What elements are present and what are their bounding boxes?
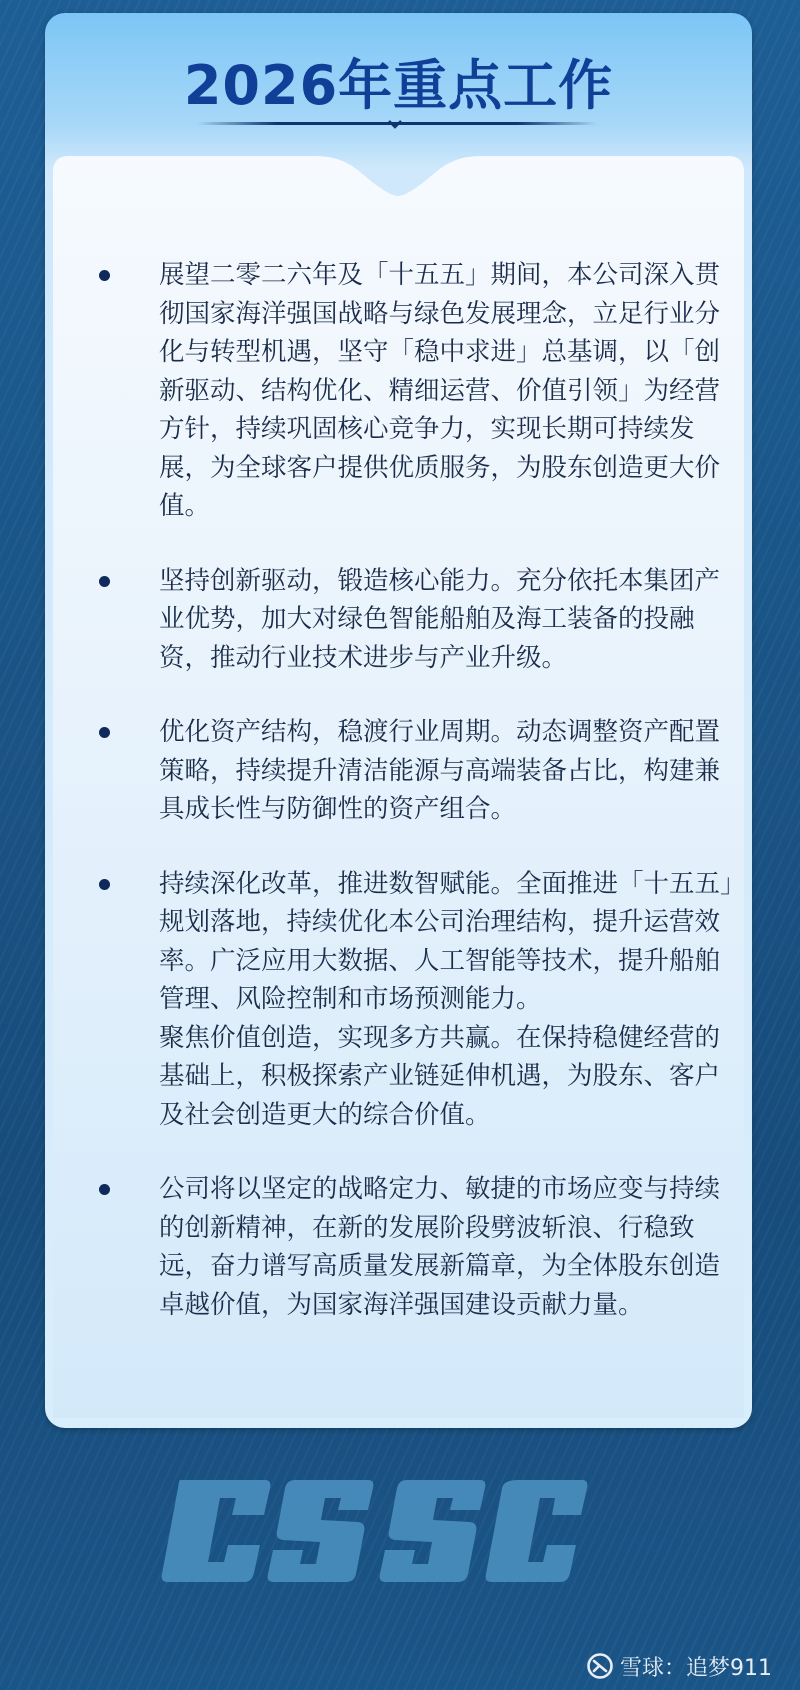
bullet-icon	[99, 1184, 110, 1195]
list-item	[73, 1170, 733, 1324]
bullet-icon	[99, 576, 110, 587]
item-text-continued: 聚焦价值创造，实现多方共赢。在保持稳健经营的基础上，积极探索产业链延伸机遇，为股东、客户及社会创造更大的综合价值。	[159, 1022, 721, 1130]
item-text: 公司将以坚定的战略定力、敏捷的市场应变与持续的创新精神，在新的发展阶段劈波斩浪、行稳致远，奋力谱写高质量发展新篇章，为全体股东创造卓越价值，为国家海洋强国建设贡献力量。	[159, 1174, 721, 1320]
cssc-logo	[160, 1470, 590, 1590]
item-text: 展望二零二六年及「十五五」期间，本公司深入贯彻国家海洋强国战略与绿色发展理念，立足行业分化与转型机遇，坚守「稳中求进」总基调，以「创新驱动、结构优化、精细运营、价值引领」为经营方针，持续巩固核心竞争力，实现长期可持续发展，为全球客户提供优质服务，为股东创造更大价值。	[159, 260, 721, 521]
content-card	[45, 13, 752, 1428]
watermark	[586, 1650, 772, 1682]
bullet-icon	[99, 270, 110, 281]
list-item	[73, 256, 733, 526]
snowball-icon	[586, 1652, 614, 1680]
list-item	[73, 713, 733, 829]
text-panel	[53, 156, 744, 1418]
list-item	[73, 865, 733, 1135]
work-items-list	[73, 256, 733, 1360]
item-text: 持续深化改革，推进数智赋能。全面推进「十五五」规划落地，持续优化本公司治理结构，提升运营效率。广泛应用大数据、人工智能等技术，提升船舶管理、风险控制和市场预测能力。	[159, 868, 733, 1014]
page-title: 2026年重点工作	[183, 54, 614, 117]
bullet-icon	[99, 879, 110, 890]
list-item	[73, 562, 733, 678]
item-text: 坚持创新驱动，锻造核心能力。充分依托本集团产业优势，加大对绿色智能船舶及海工装备的投融资，推动行业技术进步与产业升级。	[159, 565, 721, 673]
item-text: 优化资产结构，稳渡行业周期。动态调整资产配置策略，持续提升清洁能源与高端装备占比，构建兼具成长性与防御性的资产组合。	[159, 717, 721, 824]
bullet-icon	[99, 727, 110, 738]
watermark-text: 雪球：追梦911	[620, 1655, 772, 1681]
chevron-down-icon	[388, 117, 402, 131]
